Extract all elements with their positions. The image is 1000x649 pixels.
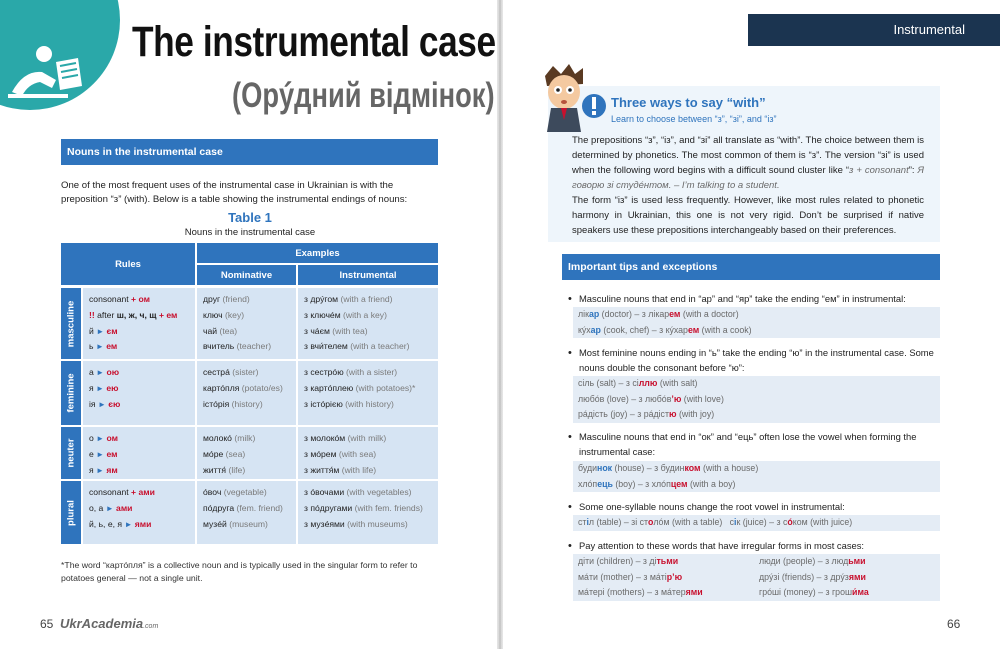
example-word: з молокóм (with milk) [304,433,387,443]
example-word: óвоч (vegetable) [203,487,267,497]
example-line: лікар (doctor) – з лікарем (with a doctor) [578,309,739,319]
group-label [61,481,81,544]
table-group-feminine [61,361,438,425]
tip-title: Three ways to say “with” [611,95,766,110]
tip-item: • Masculine nouns that end in “ар” and “яр” take the ending “ем” in instrumental: [579,292,941,307]
table-caption: Nouns in the instrumental case [184,227,316,238]
tip-paragraph-2: The form “із” is used less frequently. However, like most rules related to phonetic harmony in Ukrainian, this one is not very rigid. Don’t be surprised if native speakers use these prepositions interchangeably based on their preferences. [572,195,924,236]
rules-cell [83,427,195,479]
tip-item: • Masculine nouns that end in “ок” and “ець” often lose the vowel when forming the instrumental case: [579,430,941,459]
rules-cell [83,288,195,359]
instrumental-cell [298,481,438,544]
example-block-5 [573,554,940,601]
example-line: стіл (table) – зі столóм (with a table) сік (juice) – з сóком (with juice) [578,517,853,527]
example-word: музéй (museum) [203,518,268,529]
example-word: з музéями (with museums) [304,518,408,529]
rule-line: consonant + ом [89,294,150,304]
example-row [578,554,940,570]
group-label-text: neuter [65,438,77,468]
header-rules: Rules [61,243,195,285]
group-label-text: plural [65,499,77,526]
rule-line: ь ► ем [89,341,118,352]
thinking-boy-icon [539,62,607,132]
example-word: мóре (sea) [203,448,246,459]
page-subtitle: (Орýдний відмінок) [232,76,495,115]
header-examples: Examples [197,243,438,263]
page-title: The instrumental case [132,18,496,66]
table-group-plural [61,481,438,544]
example-line: сіль (salt) – з сіллю (with salt) [578,378,698,388]
rules-cell [83,481,195,544]
group-label [61,427,81,479]
group-label-text: feminine [65,373,77,413]
example-line: грóші (money) – з гроши́ма [759,587,869,598]
example-line: кýхар (cook, chef) – з кýхарем (with a cook) [578,324,752,335]
chapter-tab: Instrumental [748,14,1000,46]
footnote: *The word “картóпля” is a collective noun and is typically used in the singular form to refer to potatoes general — not a single unit. [61,560,418,583]
rule-line: е ► ем [89,448,118,459]
example-word: з картóплею (with potatoes)* [304,382,416,393]
tip-example: Я говорю зі студéнтом. – I’m talking to a student. [572,165,924,191]
example-word: істóрія (history) [203,398,263,409]
rule-line: я ► ям [89,464,118,475]
example-word: з дрýгом (with a friend) [304,294,393,304]
table-group-neuter [61,427,438,479]
example-word: з ключéм (with a key) [304,309,387,320]
example-word: чай (tea) [203,325,238,336]
tip-text-1b: ”: [908,165,918,176]
brand-suffix: .com [143,623,159,630]
instrumental-cell [298,361,438,425]
brand-name: UkrAcademia [60,616,144,631]
tip-rule: з + consonant [848,165,909,176]
right-page [503,0,1000,649]
rule-line: й, ь, е, я ► ями [89,518,152,529]
example-line: хлóпець (boy) – з хлóпцем (with a boy) [578,478,736,489]
brand-logo [60,616,158,631]
example-line: дрýзі (friends) – з дрýзями [759,571,866,582]
table-group-masculine [61,288,438,359]
tip-body [572,133,924,238]
header-nominative: Nominative [197,265,296,285]
rule-line: о, а ► ами [89,502,133,513]
table-title: Table 1 [228,210,272,225]
tip-item: • Pay attention to these words that have irregular forms in most cases: [579,539,941,554]
table-header [61,243,438,285]
tip-subtitle: Learn to choose between “з”, “зі”, and “із” [611,114,777,124]
rule-line: ія ► єю [89,398,121,409]
rule-line: !! after ш, ж, ч, щ + ем [89,309,178,320]
rule-line: я ► ею [89,382,119,393]
intro-paragraph: One of the most frequent uses of the instrumental case in Ukrainian is with the preposition “з” (with). Below is a table showing the instrumental endings of nouns: [61,180,408,205]
left-page [0,0,497,649]
example-line: будинок (house) – з будинком (with a house) [578,463,759,473]
rule-line: consonant + ами [89,487,155,497]
example-row [578,585,940,601]
rule-line: й ► єм [89,325,118,336]
reader-icon [4,40,84,102]
example-word: з пóдругами (with fem. friends) [304,502,423,513]
nominative-cell [197,361,296,425]
page-number: 66 [947,617,961,631]
group-label [61,288,81,359]
example-line: мáти (mother) – з мáтір’ю [578,571,683,582]
example-word: сестрá (sister) [203,367,259,377]
group-label-text: masculine [65,300,77,347]
rules-cell [83,361,195,425]
example-word: картóпля (potato/es) [203,382,283,393]
example-block-1 [573,307,940,338]
tip-text-1a: The prepositions “з”, “із”, and “зі” all translate as “with”. The choice between them is determined by phonetics. The most common of them is “з”. The version “зі” is used when the following word begins with a difficult sound cluster like “ [572,135,924,176]
instrumental-cell [298,288,438,359]
example-word: молокó (milk) [203,433,256,443]
example-line: діти (children) – з дітьми [578,556,679,566]
tip-item: • Most feminine nouns ending in “ь” take the ending “ю” in the instrumental case. Some nouns double the consonant before “ю”: [579,346,941,375]
example-block-3 [573,461,940,492]
nominative-cell [197,427,296,479]
example-word: життя́ (life) [203,464,246,475]
header-instrumental: Instrumental [298,265,438,285]
example-block-2 [573,376,940,423]
example-word: друг (friend) [203,294,250,304]
example-word: з життя́м (with life) [304,464,377,475]
example-block-4 [573,515,940,531]
group-label [61,361,81,425]
example-word: вчитель (teacher) [203,341,272,352]
example-row [578,570,940,586]
example-word: з óвочами (with vegetables) [304,487,412,497]
endings-table [61,243,438,529]
example-line: любóв (love) – з любóв’ю (with love) [578,393,724,404]
example-word: з чáєм (with tea) [304,325,368,336]
example-word: з мóрем (with sea) [304,448,377,459]
nominative-cell [197,481,296,544]
rule-line: а ► ою [89,367,120,377]
example-line: рáдість (joy) – з рáдістю (with joy) [578,409,715,420]
instrumental-cell [298,427,438,479]
example-word: ключ (key) [203,309,245,320]
example-line: люди (people) – з людьми [759,556,866,566]
example-word: з істóрією (with history) [304,398,394,409]
section-header-tips: Important tips and exceptions [562,254,940,280]
example-word: з вчи́телем (with a teacher) [304,341,410,352]
nominative-cell [197,288,296,359]
example-word: з сестрóю (with a sister) [304,367,398,377]
page-number: 65 [40,617,54,631]
example-word: пóдруга (fem. friend) [203,502,283,513]
rule-line: о ► ом [89,433,118,443]
example-line: мáтері (mothers) – з мáтерями [578,587,703,598]
tip-item: • Some one-syllable nouns change the root vowel in instrumental: [579,500,941,515]
section-header: Nouns in the instrumental case [61,139,438,165]
